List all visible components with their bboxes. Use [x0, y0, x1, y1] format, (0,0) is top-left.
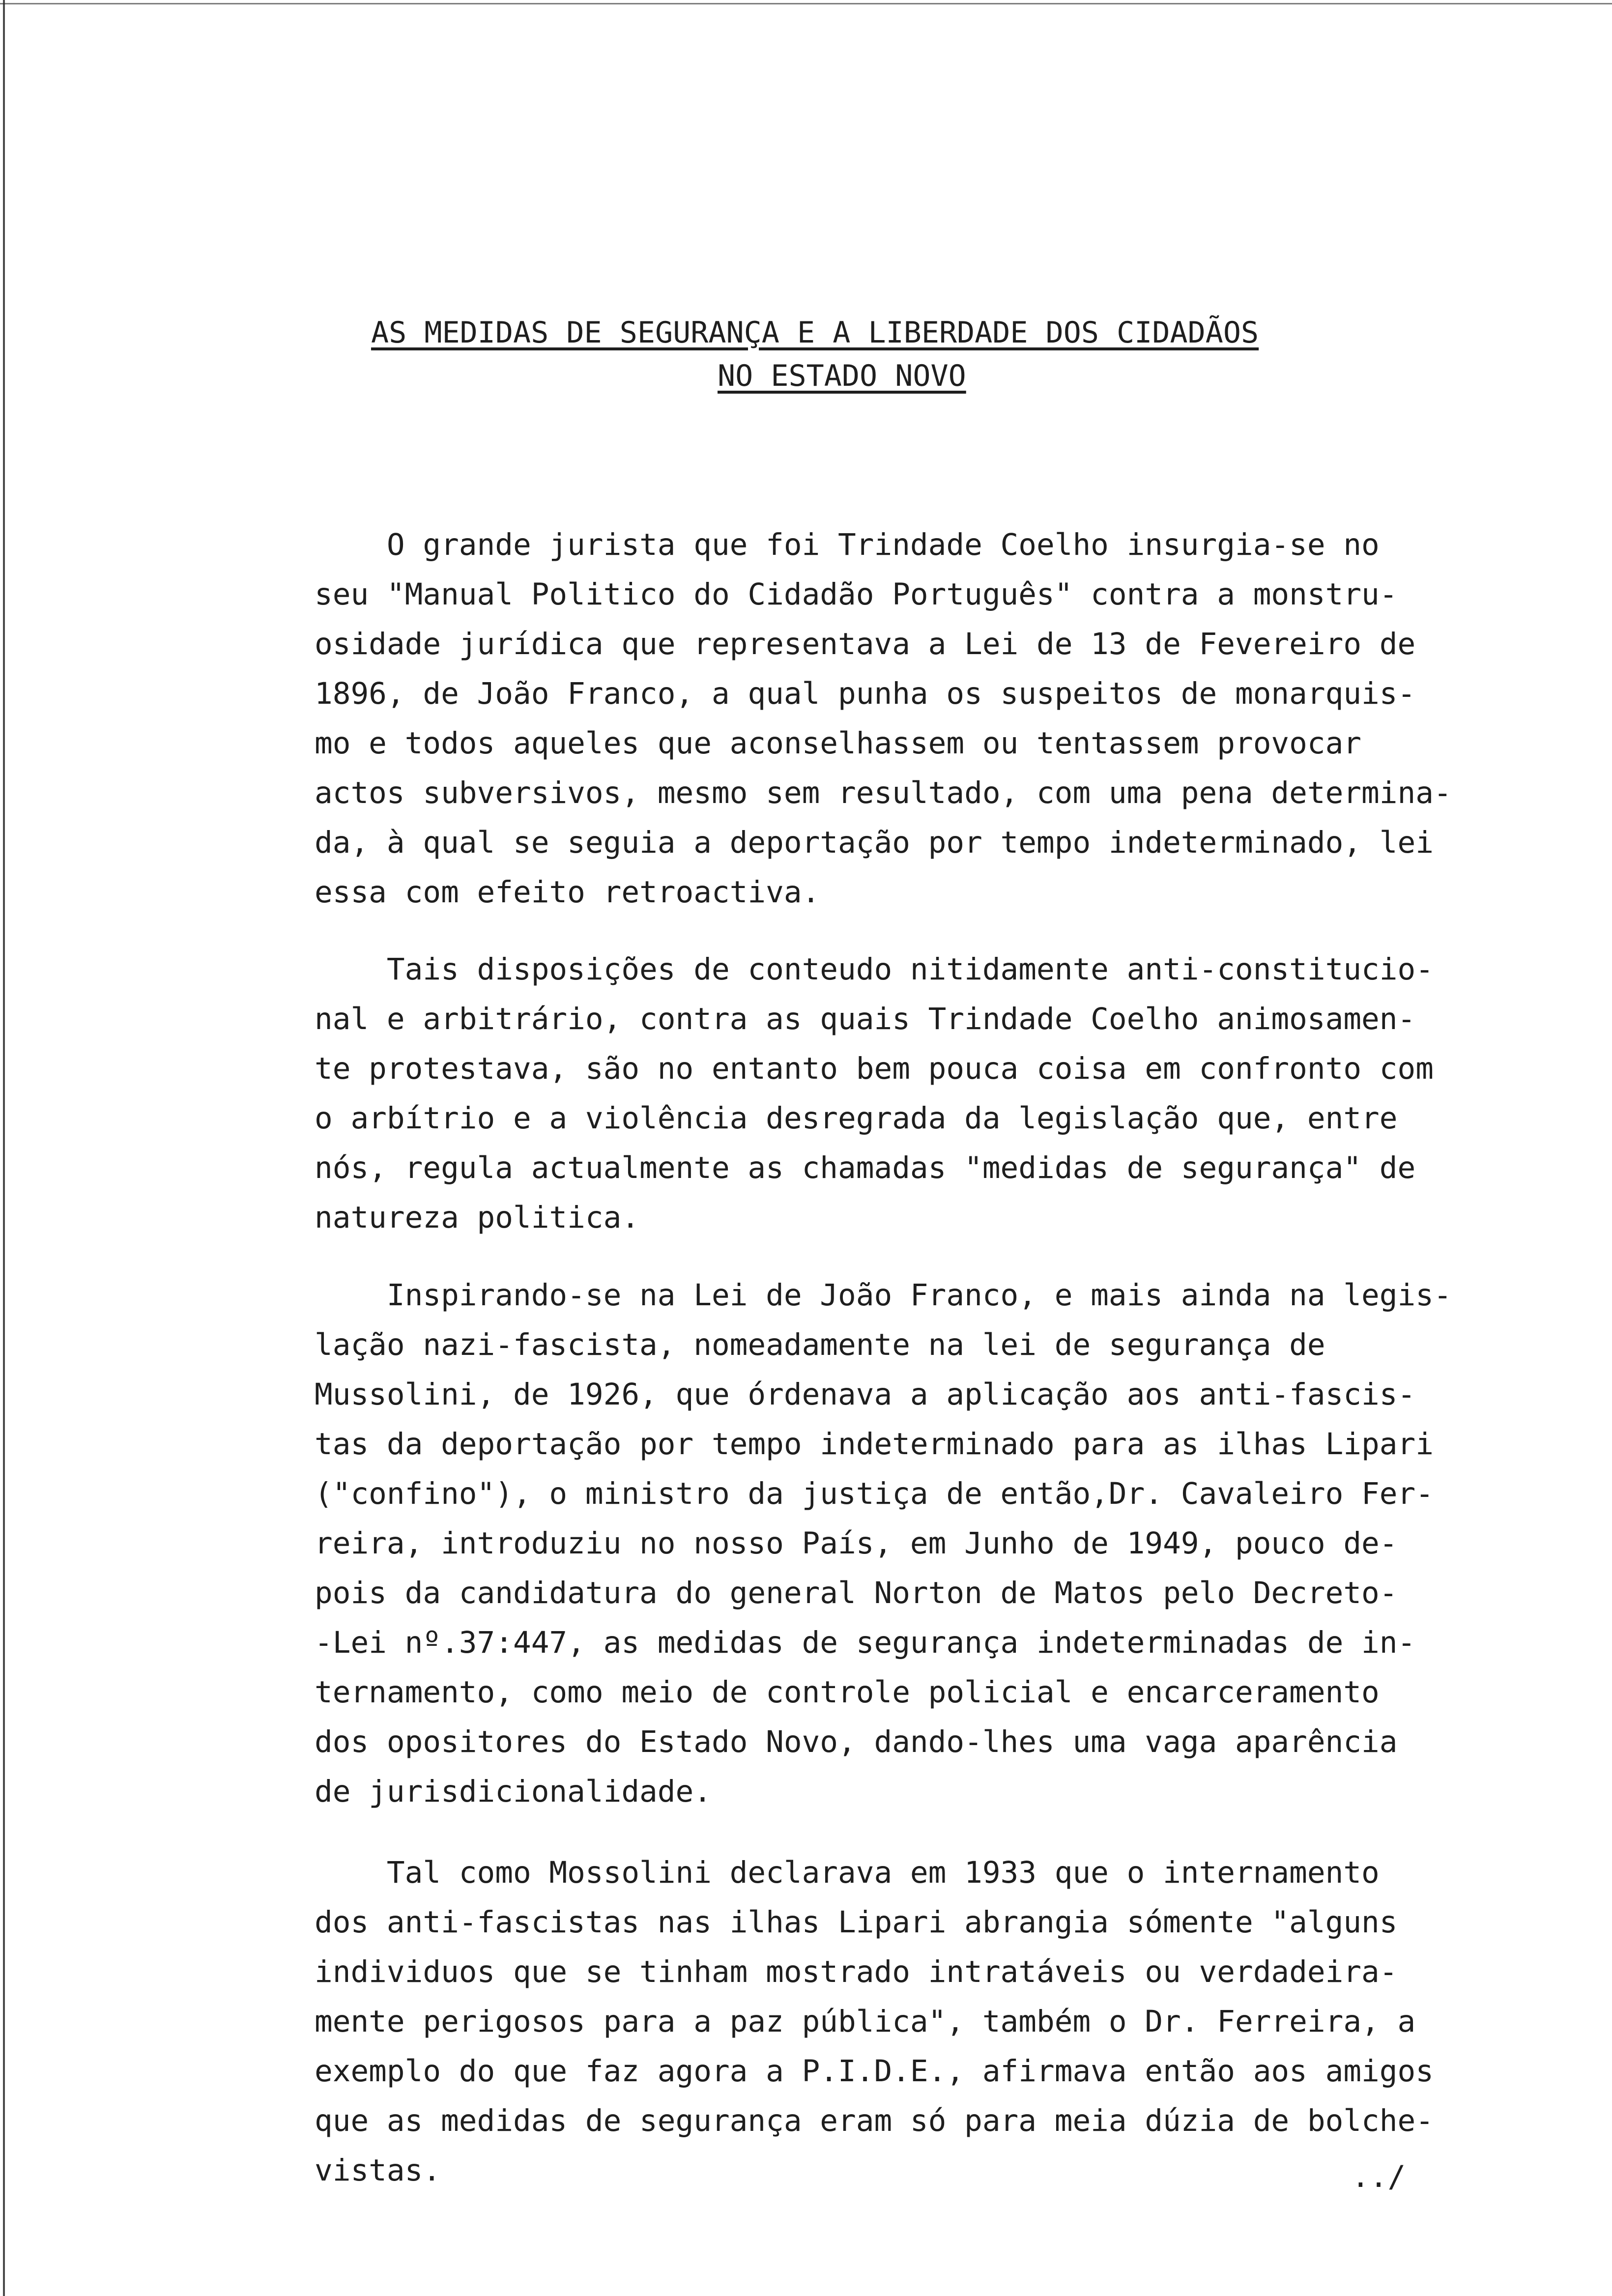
- paragraph-line: ("confino"), o ministro da justiça de então,Dr. Cavaleiro Fer-: [315, 1476, 1434, 1511]
- paragraph-line: ternamento, como meio de controle policial e encarceramento: [315, 1675, 1380, 1710]
- paragraph-line: mente perigosos para a paz pública", também o Dr. Ferreira, a: [315, 2004, 1416, 2039]
- paragraph-line: exemplo do que faz agora a P.I.D.E., afirmava então aos amigos: [315, 2054, 1434, 2089]
- paragraph-line: dos opositores do Estado Novo, dando-lhes uma vaga aparência: [315, 1724, 1398, 1759]
- paragraph-line: te protestava, são no entanto bem pouca coisa em confronto com: [315, 1051, 1434, 1086]
- page-left-edge: [3, 0, 5, 2296]
- paragraph-line: Inspirando-se na Lei de João Franco, e mais ainda na legis-: [386, 1278, 1452, 1313]
- paragraph-line: Tal como Mossolini declarava em 1933 que o internamento: [386, 1855, 1380, 1890]
- paragraph-line: de jurisdicionalidade.: [315, 1774, 712, 1809]
- paragraph-1: [315, 520, 1592, 917]
- paragraph-line: vistas.: [315, 2153, 441, 2188]
- paragraph-3: [315, 1270, 1592, 1816]
- paragraph-line: mo e todos aqueles que aconselhassem ou tentassem provocar: [315, 726, 1362, 761]
- paragraph-line: individuos que se tinham mostrado intratáveis ou verdadeira-: [315, 1954, 1398, 1989]
- paragraph-line: que as medidas de segurança eram só para meia dúzia de bolche-: [315, 2103, 1434, 2138]
- paragraph-line: Mussolini, de 1926, que órdenava a aplicação aos anti-fascis-: [315, 1377, 1416, 1412]
- paragraph-line: nós, regula actualmente as chamadas "medidas de segurança" de: [315, 1150, 1416, 1185]
- paragraph-line: da, à qual se seguia a deportação por tempo indeterminado, lei: [315, 825, 1434, 860]
- page-top-edge: [0, 3, 1612, 4]
- paragraph-line: tas da deportação por tempo indeterminado para as ilhas Lipari: [315, 1427, 1434, 1462]
- paragraph-line: actos subversivos, mesmo sem resultado, com uma pena determina-: [315, 775, 1452, 810]
- paragraph-line: o arbítrio e a violência desregrada da legislação que, entre: [315, 1101, 1398, 1136]
- paragraph-line: nal e arbitrário, contra as quais Trindade Coelho animosamen-: [315, 1002, 1416, 1036]
- paragraph-4: [315, 1848, 1592, 2195]
- paragraph-2: [315, 945, 1592, 1242]
- paragraph-line: pois da candidatura do general Norton de Matos pelo Decreto-: [315, 1576, 1398, 1610]
- document-title: AS MEDIDAS DE SEGURANÇA E A LIBERDADE DOS CIDADÃOS: [371, 316, 1259, 350]
- paragraph-line: -Lei nº.37:447, as medidas de segurança indeterminadas de in-: [315, 1625, 1416, 1660]
- paragraph-line: osidade jurídica que representava a Lei de 13 de Fevereiro de: [315, 627, 1416, 661]
- paragraph-line: 1896, de João Franco, a qual punha os suspeitos de monarquis-: [315, 676, 1416, 711]
- paragraph-line: dos anti-fascistas nas ilhas Lipari abrangia sómente "alguns: [315, 1905, 1398, 1940]
- paragraph-line: O grande jurista que foi Trindade Coelho insurgia-se no: [386, 527, 1380, 562]
- paragraph-line: Tais disposições de conteudo nitidamente anti-constitucio-: [386, 952, 1434, 987]
- paragraph-line: lação nazi-fascista, nomeadamente na lei de segurança de: [315, 1327, 1325, 1362]
- document-subtitle: NO ESTADO NOVO: [718, 359, 966, 393]
- continuation-mark: ../: [1352, 2159, 1406, 2194]
- paragraph-line: natureza politica.: [315, 1200, 640, 1235]
- paragraph-line: seu "Manual Politico do Cidadão Português" contra a monstru-: [315, 577, 1398, 612]
- paragraph-line: essa com efeito retroactiva.: [315, 875, 820, 910]
- paragraph-line: reira, introduziu no nosso País, em Junho de 1949, pouco de-: [315, 1526, 1398, 1561]
